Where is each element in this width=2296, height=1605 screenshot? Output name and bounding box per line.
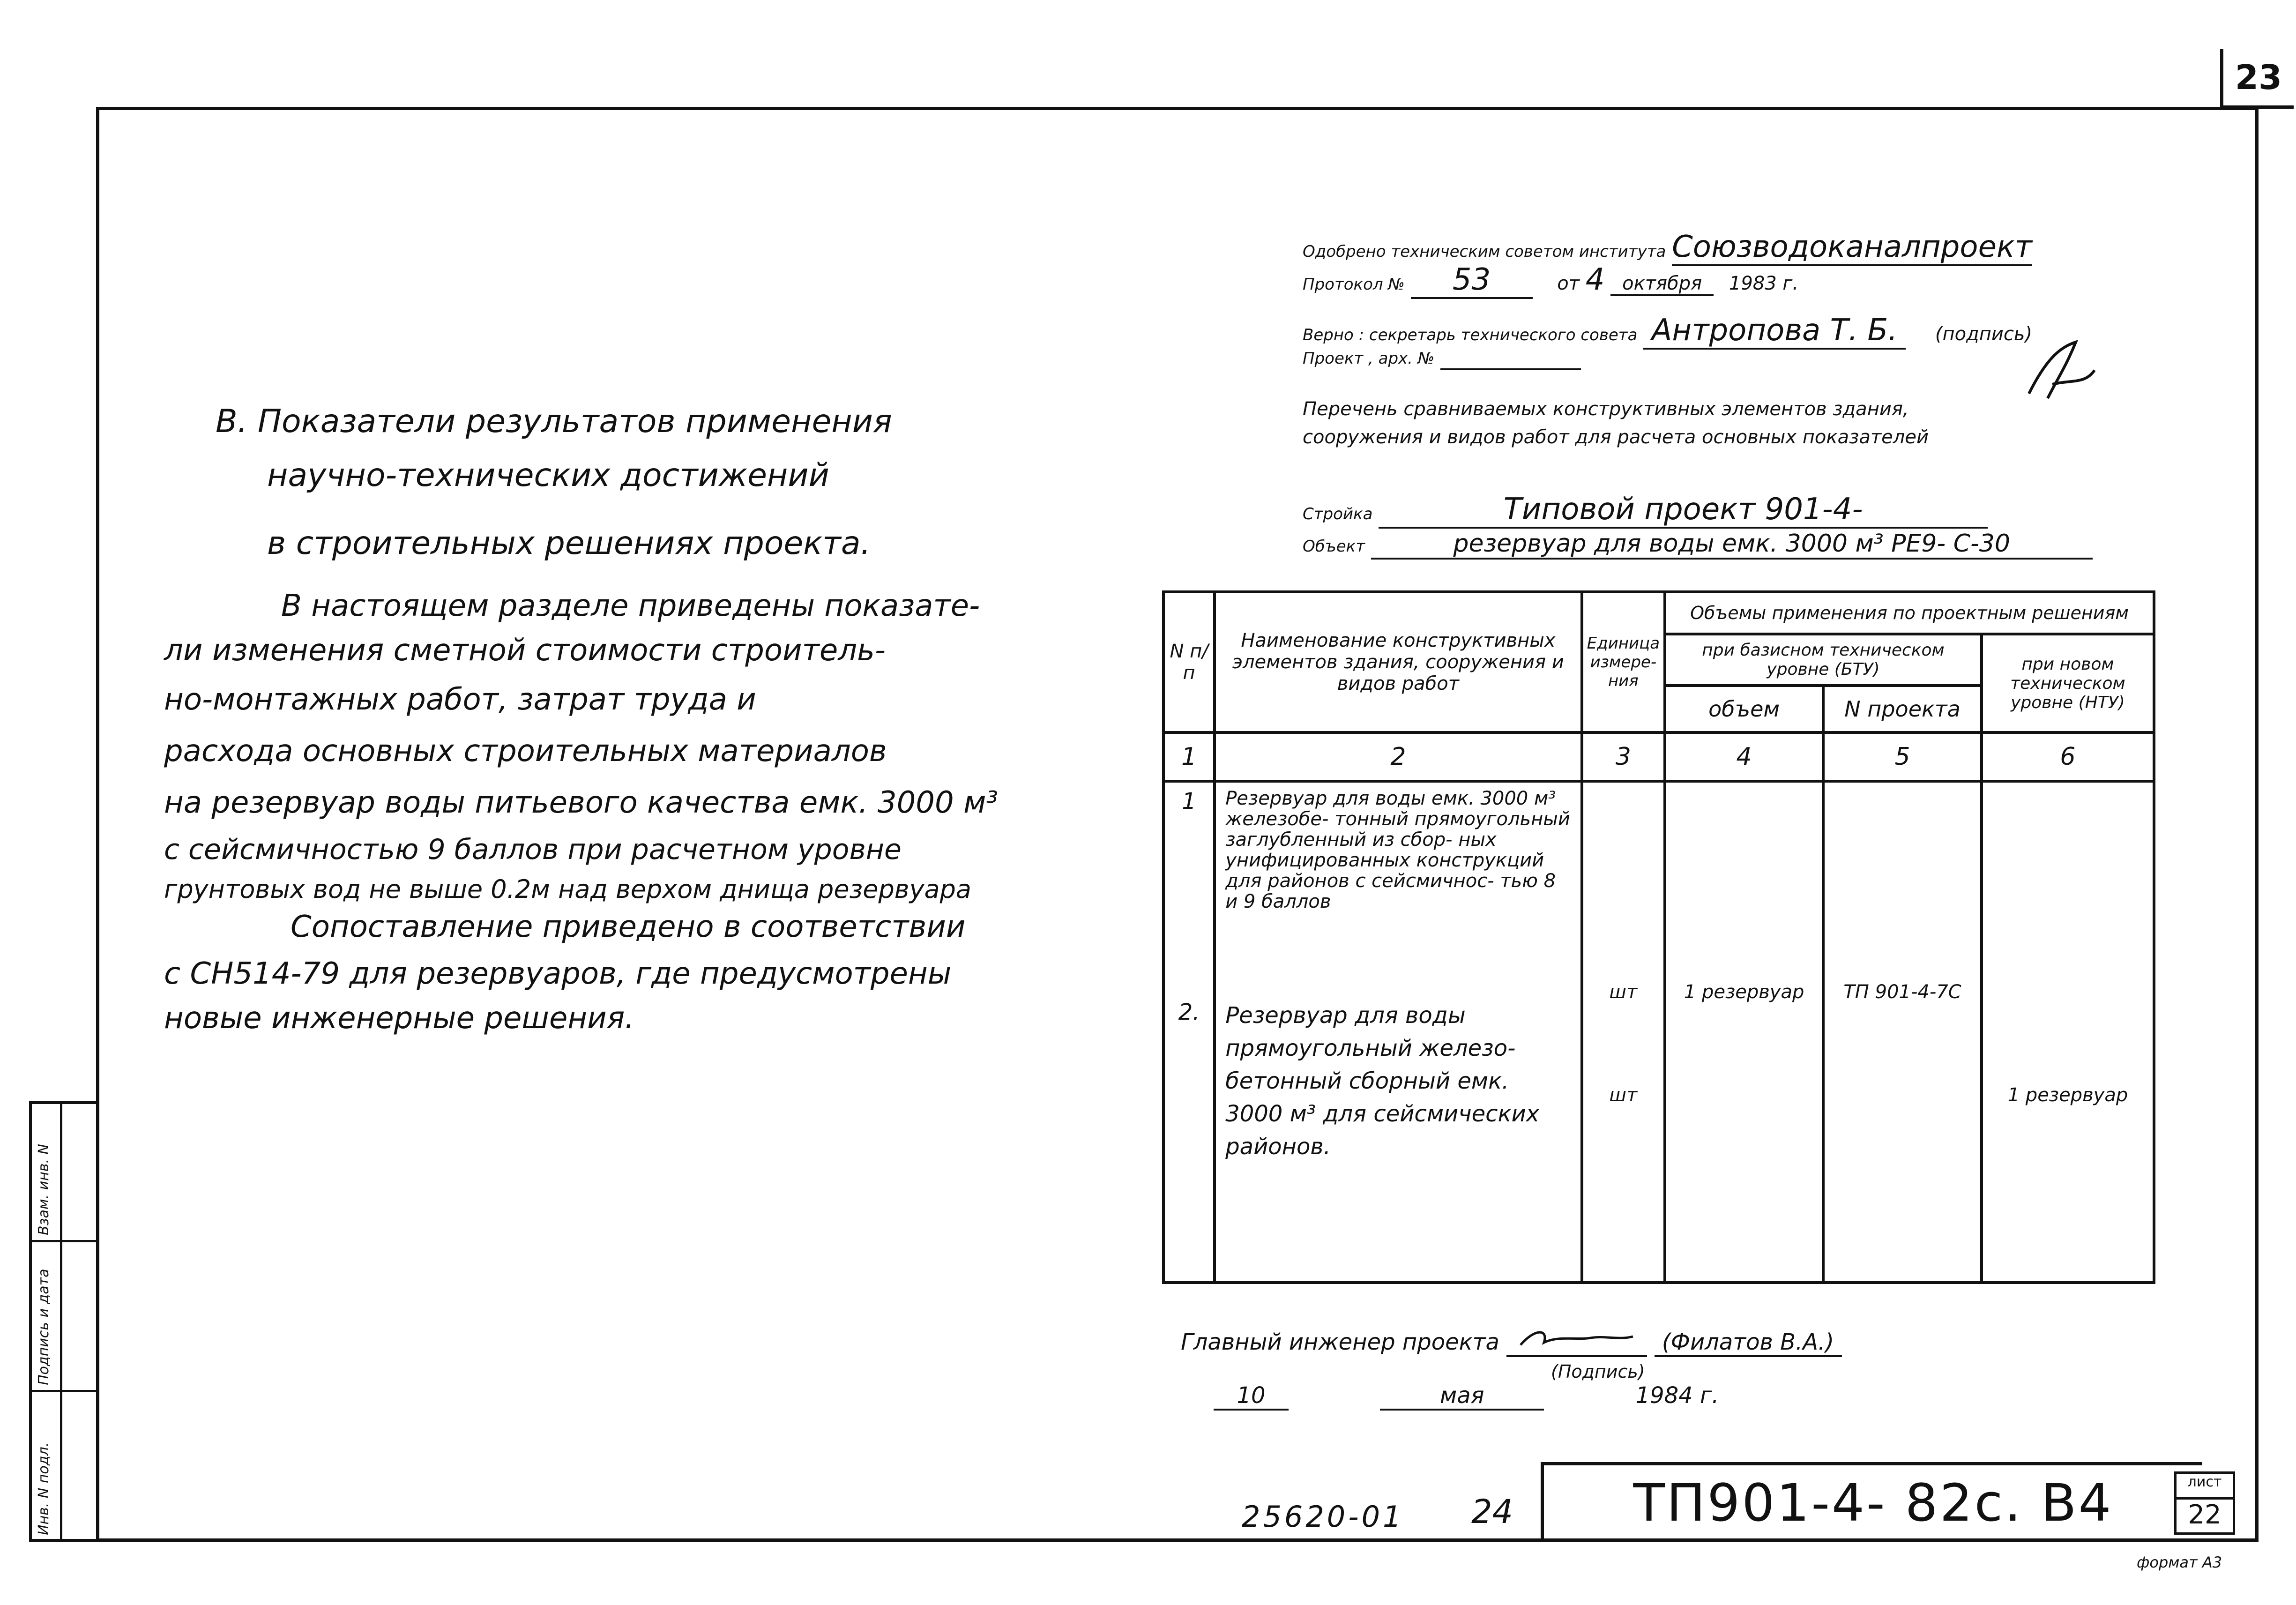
secretary-name: Антропова Т. Б. (1643, 313, 1906, 350)
header-unit: Единица измере- ния (1582, 592, 1665, 732)
strip-inv-label: Инв. N подл. (36, 1442, 52, 1535)
verified-line (1303, 313, 2032, 350)
header-num: N п/п (1163, 592, 1215, 732)
body-line-9: с СН514-79 для резервуаров, где предусмотрены (164, 956, 952, 991)
table-body-name (1215, 781, 1581, 1283)
title-stamp (1541, 1462, 2202, 1542)
body-line-2: ли изменения сметной стоимости строитель- (164, 633, 886, 668)
inventory-number: 25620-01 (1242, 1500, 1404, 1534)
list-number: 22 (2174, 1500, 2235, 1535)
table-body-project (1823, 781, 1982, 1283)
protocol-month: октября (1610, 273, 1714, 296)
chief-line (1181, 1326, 1842, 1357)
section-heading-2: научно-технических достижений (267, 457, 829, 494)
table-body-new (1982, 781, 2154, 1283)
body-line-10: новые инженерные решения. (164, 1001, 634, 1036)
chief-date (1214, 1382, 1719, 1411)
row1-project: ТП 901-4-7С (1843, 981, 1961, 1003)
sheet-number: 24 (1471, 1493, 1513, 1531)
approval-line1 (1303, 230, 2032, 266)
object-line (1303, 530, 2093, 560)
object-value: резервуар для воды емк. 3000 м³ РЕ9- С-30 (1371, 530, 2093, 560)
col-number-6: 6 (1982, 732, 2154, 781)
body-line-1: В настоящем разделе приведены показате- (281, 589, 980, 623)
institute-name: Союзводоканалпроект (1672, 230, 2032, 266)
table-body-volume (1665, 781, 1823, 1283)
header-new: при новом техническом уровне (НТУ) (1982, 634, 2154, 732)
protocol-number: 53 (1411, 262, 1533, 299)
table-body-num (1163, 781, 1215, 1283)
section-heading-3: в строительных решениях проекта. (267, 525, 871, 562)
protocol-line (1303, 262, 1798, 299)
body-line-5: на резервуар воды питьевого качества емк. 3000 м³ (164, 785, 998, 820)
row2-name: Резервуар для воды прямоугольный железо- бетонный сборный емк. 3000 м³ для сейсмических районов. (1225, 1002, 1540, 1160)
page-number: 23 (2220, 49, 2294, 109)
body-line-7: грунтовых вод не выше 0.2м над верхом днища резервуара (164, 874, 972, 904)
from-label: от (1557, 273, 1580, 294)
project-label: Проект , арх. № (1303, 349, 1435, 368)
construction-value: Типовой проект 901-4- (1379, 492, 1988, 529)
row1-volume: 1 резервуар (1684, 981, 1804, 1003)
row1-name: Резервуар для воды емк. 3000 м³ железобе- тонный прямоугольный заглубленный из сбор- ных унифицированных конструкций для районов с сейсмичнос- тью 8 и 9 баллов (1225, 788, 1570, 912)
body-line-4: расхода основных строительных материалов (164, 734, 887, 769)
header-project: N проекта (1823, 686, 1982, 732)
body-line-6: с сейсмичностью 9 баллов при расчетном уровне (164, 833, 902, 866)
left-side-strip (29, 1101, 99, 1542)
body-line-8: Сопоставление приведено в соответствии (291, 910, 966, 944)
comparison-table (1162, 590, 2155, 1284)
chief-sign-note: (Подпись) (1551, 1361, 1645, 1382)
chief-day: 10 (1214, 1382, 1289, 1411)
strip-sign-label: Подпись и дата (36, 1269, 52, 1385)
signature-mark (2020, 328, 2104, 412)
object-label: Объект (1303, 537, 1365, 556)
header-name: Наименование конструктивных элементов здания, сооружения и видов работ (1215, 592, 1581, 732)
signature-note: (подпись) (1935, 323, 2033, 345)
list-line2: сооружения и видов работ для расчета основных показателей (1303, 426, 1929, 448)
strip-replace-label: Взам. инв. N (36, 1144, 52, 1235)
construction-line (1303, 492, 1988, 529)
construction-label: Стройка (1303, 505, 1373, 523)
chief-month: мая (1380, 1382, 1544, 1411)
row2-num: 2. (1178, 999, 1200, 1025)
header-volume: объем (1665, 686, 1823, 732)
protocol-year: 1983 г. (1729, 273, 1799, 294)
body-line-3: но-монтажных работ, затрат труда и (164, 682, 756, 717)
col-number-1: 1 (1163, 732, 1215, 781)
list-label: лист (2174, 1471, 2235, 1500)
chief-signature (1516, 1326, 1638, 1350)
row1-num: 1 (1182, 788, 1196, 814)
protocol-day: 4 (1585, 262, 1605, 297)
row1-unit: шт (1609, 981, 1638, 1003)
chief-label: Главный инженер проекта (1181, 1329, 1499, 1355)
stamp-sheet-box (2174, 1471, 2235, 1537)
col-number-5: 5 (1823, 732, 1982, 781)
table-body-unit (1582, 781, 1665, 1283)
verified-label: Верно : секретарь технического совета (1303, 326, 1638, 344)
document-code: ТП901-4- 82с. В4 (1633, 1473, 2113, 1533)
project-line (1303, 347, 1581, 370)
header-basic: при базисном техническом уровне (БТУ) (1665, 634, 1982, 686)
approval-label: Одобрено техническим советом института (1303, 242, 1666, 261)
list-line1: Перечень сравниваемых конструктивных элементов здания, (1303, 398, 1909, 420)
protocol-label: Протокол № (1303, 275, 1405, 294)
col-number-3: 3 (1582, 732, 1665, 781)
format-label: формат А3 (2137, 1553, 2222, 1571)
row2-unit: шт (1609, 1084, 1638, 1106)
chief-year: 1984 г. (1635, 1382, 1719, 1409)
col-number-2: 2 (1215, 732, 1581, 781)
section-heading-1: В. Показатели результатов применения (216, 403, 892, 440)
row2-new: 1 резервуар (2007, 1084, 2128, 1106)
col-number-4: 4 (1665, 732, 1823, 781)
chief-name: (Филатов В.А.) (1655, 1329, 1842, 1357)
header-volumes: Объемы применения по проектным решениям (1665, 592, 2154, 634)
